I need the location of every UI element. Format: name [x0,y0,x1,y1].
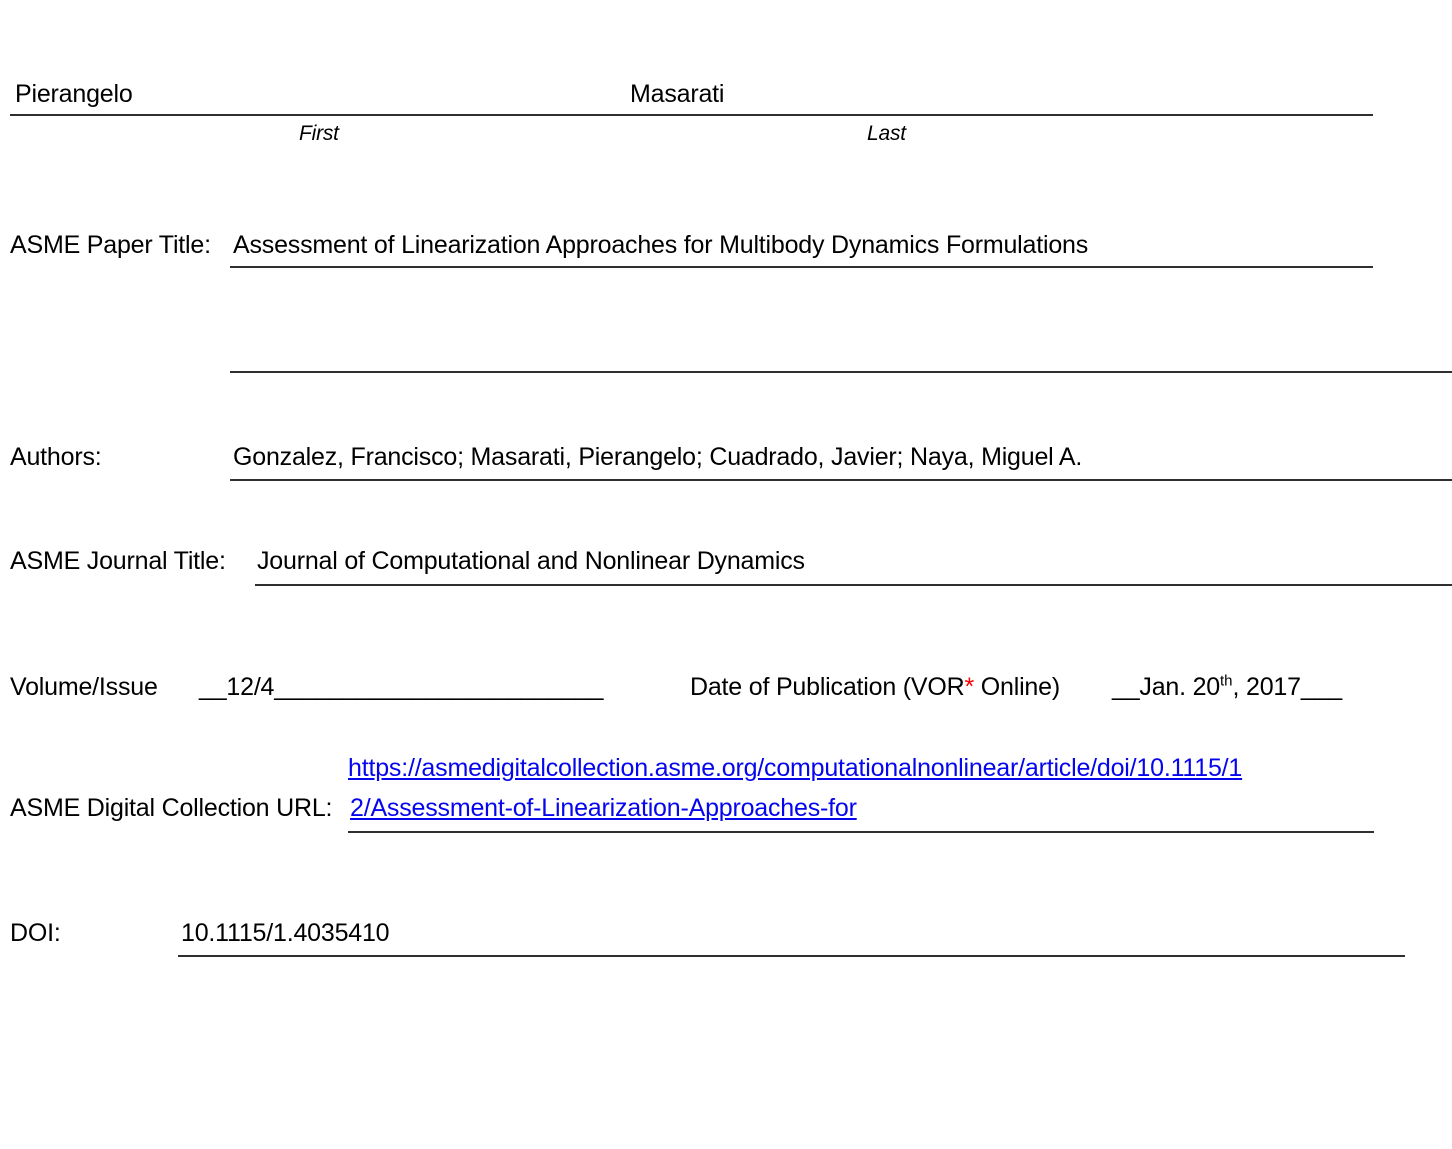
last-name-caption: Last [867,122,906,145]
publication-date-ordinal-superscript: th [1220,672,1233,690]
author-last-name-value: Masarati [630,80,725,108]
digital-collection-url-link-line1[interactable]: https://asmedigitalcollection.asme.org/computationalnonlinear/article/doi/10.1115/1 [348,754,1243,782]
volume-issue-value: __12/4________________________ [199,673,604,701]
paper-title-underline [230,266,1373,268]
authors-underline [230,479,1452,481]
authors-value: Gonzalez, Francisco; Masarati, Pierangelo; Cuadrado, Javier; Naya, Miguel A. [233,443,1083,471]
name-field-underline [10,114,1373,116]
journal-title-label: ASME Journal Title: [10,547,226,575]
publication-date-value-prefix: __Jan. 20 [1112,673,1221,701]
digital-collection-url-label: ASME Digital Collection URL: [10,794,333,822]
publication-date-value [1112,672,1342,702]
publication-date-label [690,672,1060,702]
publication-date-value-suffix: , 2017___ [1232,673,1342,701]
vor-required-asterisk: * [964,673,975,701]
first-name-caption: First [299,122,339,145]
paper-title-continuation-underline [230,371,1452,373]
digital-collection-url-link-line2[interactable]: 2/Assessment-of-Linearization-Approaches-for [350,794,857,822]
digital-collection-url-underline [348,831,1374,833]
doi-value: 10.1115/1.4035410 [181,919,390,947]
author-first-name-value: Pierangelo [15,80,133,108]
volume-issue-label: Volume/Issue [10,673,158,701]
publication-date-label-suffix: Online) [974,673,1060,701]
publication-date-label-prefix: Date of Publication (VOR [690,673,965,701]
authors-label: Authors: [10,443,102,471]
journal-title-value: Journal of Computational and Nonlinear Dynamics [257,547,805,575]
doi-underline [178,955,1405,957]
paper-title-label: ASME Paper Title: [10,231,211,259]
doi-label: DOI: [10,919,61,947]
journal-title-underline [255,584,1452,586]
paper-title-value: Assessment of Linearization Approaches for Multibody Dynamics Formulations [233,231,1089,259]
